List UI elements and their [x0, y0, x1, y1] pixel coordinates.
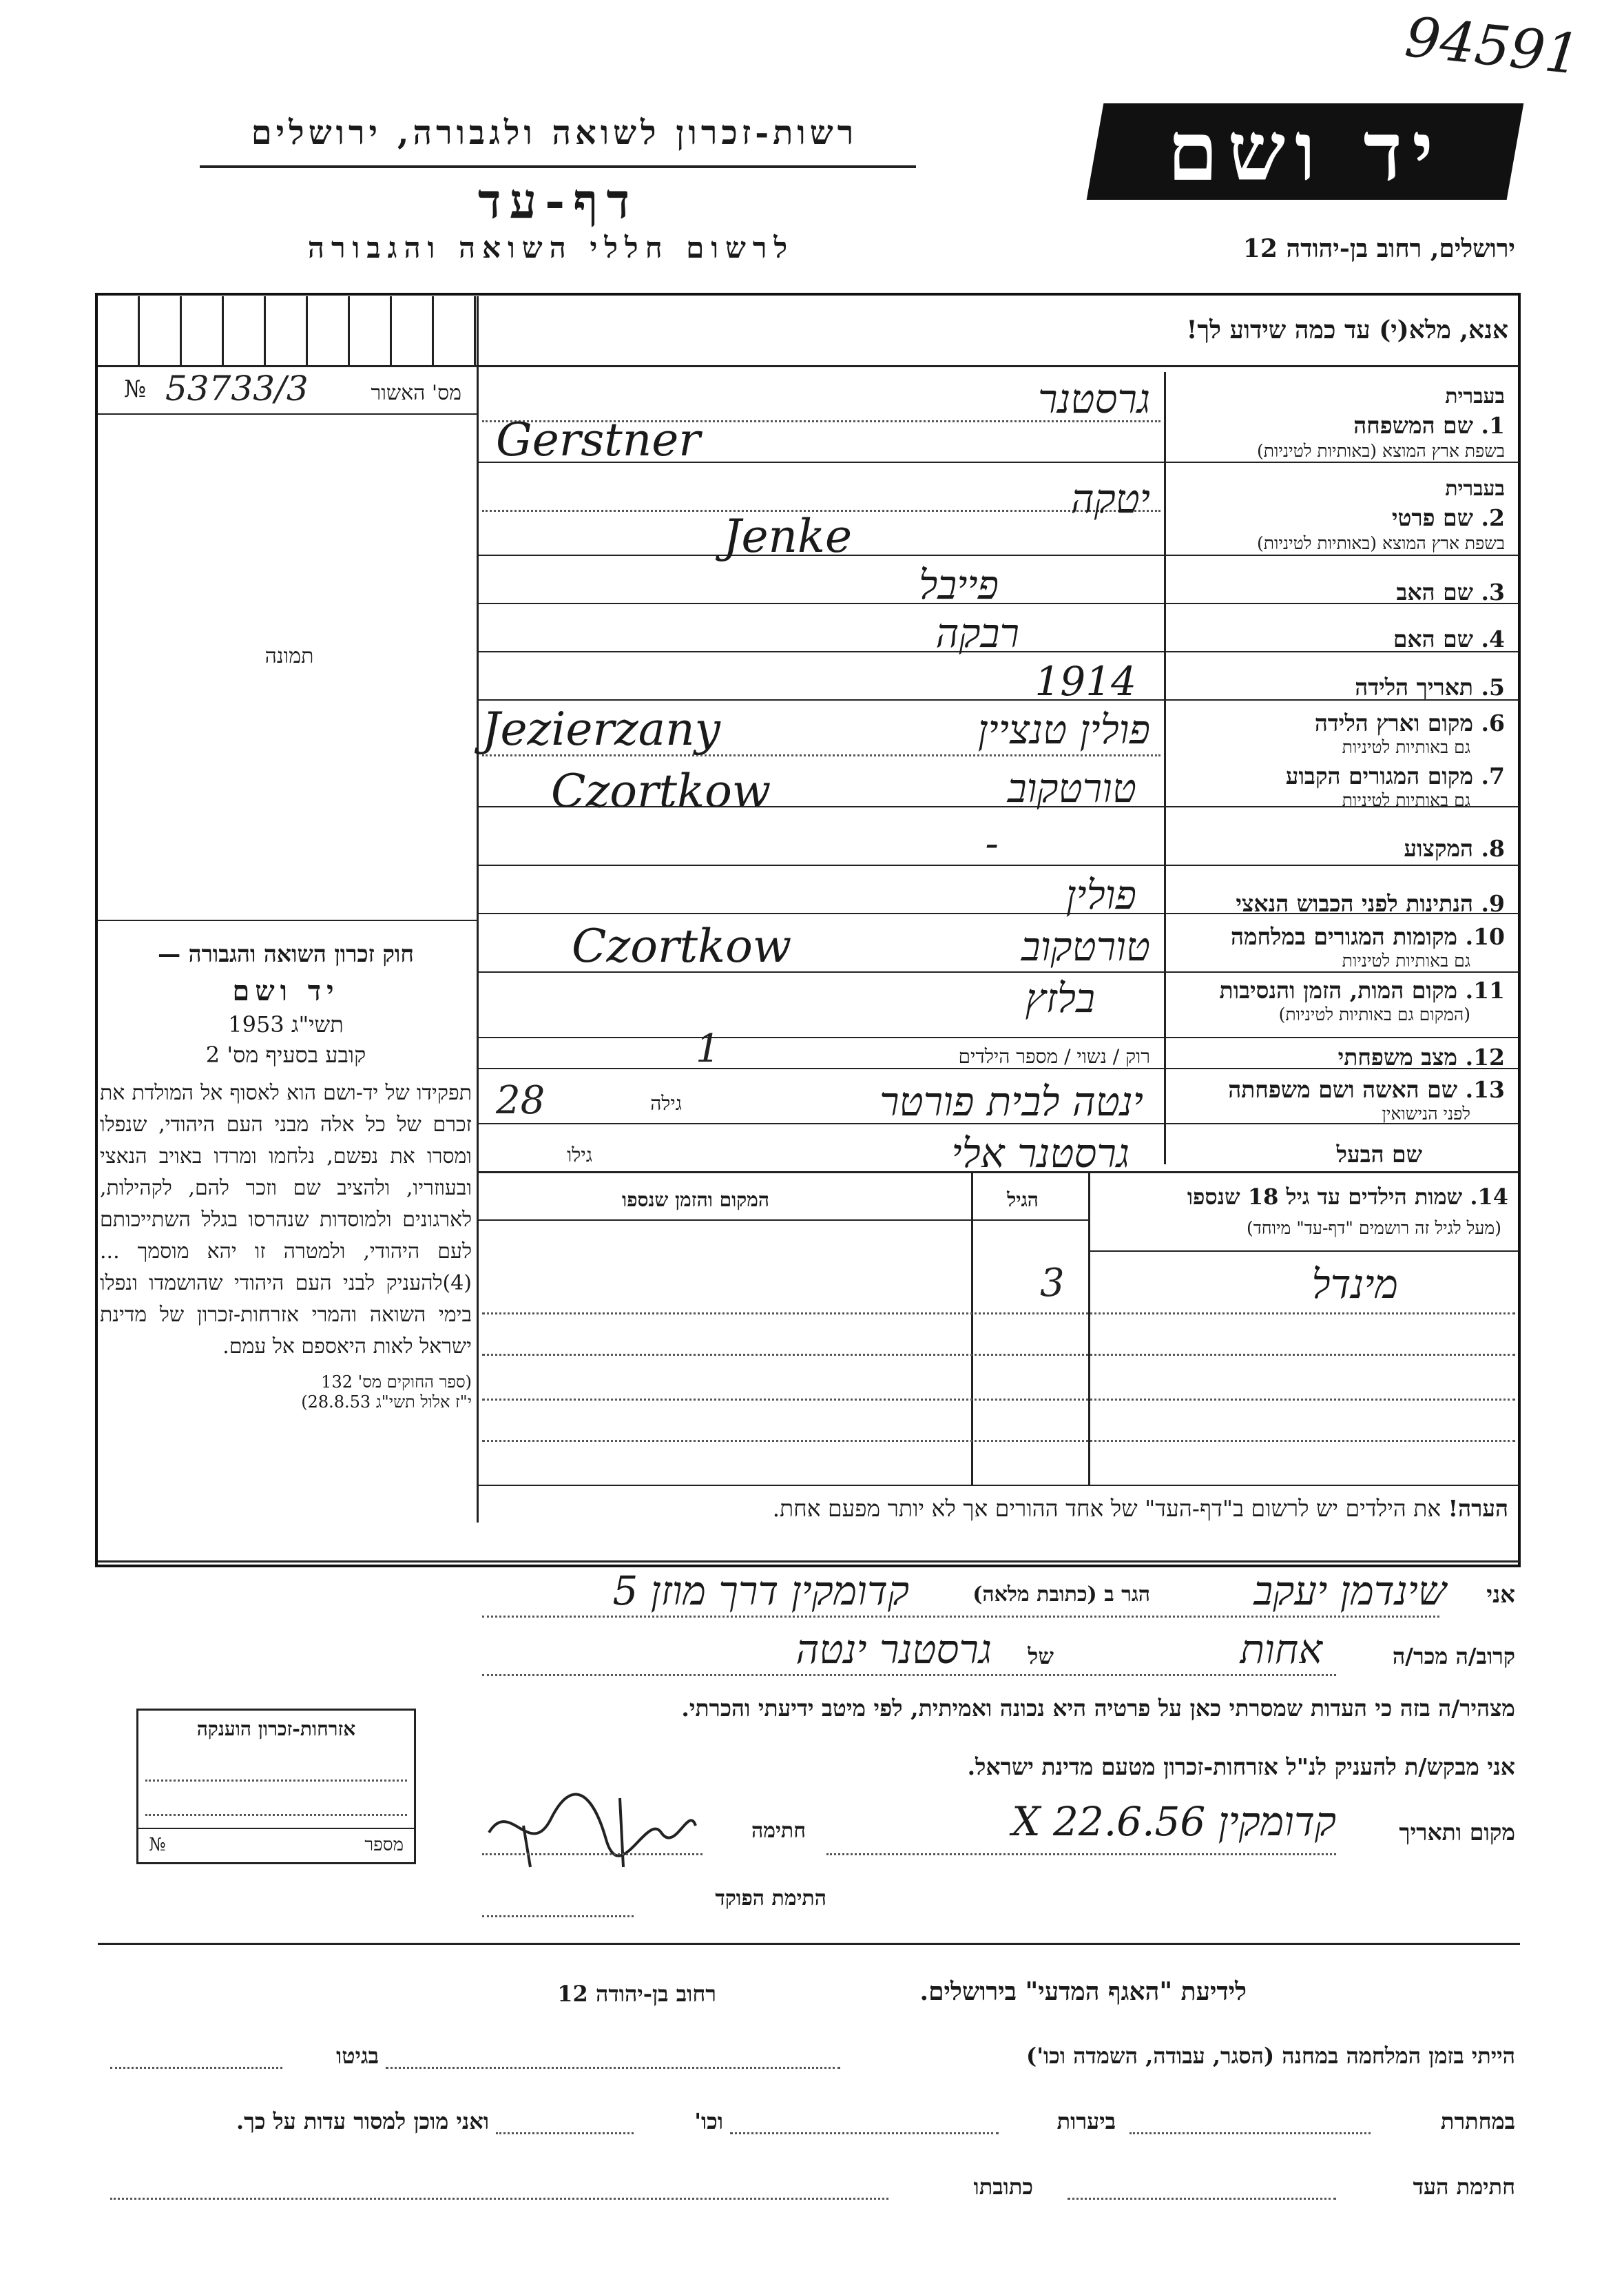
family-heb-tag: בעברית: [1445, 384, 1505, 409]
footer-witness-signature: חתימת העד: [1413, 2174, 1515, 2200]
law-year: תשי"ג 1953: [228, 1011, 344, 1038]
note-row: [496, 1495, 1508, 1523]
children-col-place: המקום והזמן שנספו: [622, 1188, 769, 1211]
death-place-label: 11. מקום המות, הזמן והנסיבות: [1219, 977, 1505, 1004]
witness-signature: [482, 1784, 702, 1874]
footer-underground: במחתרת: [1440, 2108, 1515, 2134]
birth-date[interactable]: 1914: [1034, 658, 1136, 705]
death-place-sub: (המקום גם באותיות לטיניות): [1278, 1004, 1470, 1024]
wartime-residence-sub: גם באותיות לטיניות: [1342, 951, 1470, 971]
instruction: אנא, מלא(י) עד כמה שידוע לך!: [1186, 316, 1508, 344]
father-label: 3. שם האב: [1396, 579, 1505, 606]
husband-label: שם הבעל: [1336, 1141, 1422, 1168]
witness-address[interactable]: קדומקין דרך מוזן 5: [612, 1567, 909, 1614]
form-subtitle: לרשום חללי השואה והגבורה: [307, 231, 795, 265]
death-place-value[interactable]: בלזץ: [1025, 975, 1095, 1022]
residence-latin[interactable]: Czortkow: [551, 765, 771, 818]
spouse-sub: לפני הנישואין: [1382, 1104, 1470, 1124]
law-ref-date: י"ז אלול תשי"ג 28.8.53): [301, 1392, 472, 1412]
footer-line1: הייתי בזמן המלחמה במחנה (הסגר, עבודה, השמדה וכו'): [1026, 2043, 1515, 2069]
first-name-hebrew[interactable]: יטקה: [1070, 475, 1150, 522]
law-clause: קובע בסעיף מס' 2: [205, 1042, 366, 1068]
approval-label: מס' האשור: [371, 381, 461, 405]
children-sub: (מעל לגיל זה רושמים "דף-עד" מיוחד): [1247, 1218, 1501, 1238]
photo-label: תמונה: [264, 644, 314, 668]
approval-number[interactable]: 53733/3: [165, 369, 309, 409]
official-signature-label: התימת הפוקד: [715, 1886, 826, 1910]
witness-name[interactable]: שינדמן יעקב: [1253, 1567, 1446, 1614]
wartime-residence-label: 10. מקומות המגורים במלחמה: [1230, 923, 1505, 950]
residence-hebrew[interactable]: טורטקוב: [1007, 765, 1136, 812]
place-date-label: מקום ותאריך: [1399, 1819, 1515, 1846]
relation-value[interactable]: אחות: [1240, 1626, 1322, 1673]
birth-place-latin[interactable]: Jezierzany: [482, 703, 720, 756]
yad-vashem-logo: [1087, 103, 1524, 200]
footer-title: לידיעת "האגף המדעי" בירושלים.: [919, 1977, 1247, 2006]
relation-label: קרוב/ה מכר/ה: [1392, 1643, 1515, 1669]
footer-forests: ביערות: [1056, 2108, 1116, 2134]
family-name-sub: בשפת ארץ המוצא (באותיות לטיניות): [1257, 441, 1505, 461]
family-name-hebrew[interactable]: גרסטנר: [1037, 375, 1150, 422]
child-name[interactable]: מינדל: [1311, 1261, 1398, 1308]
profession-label: 8. המקצוע: [1404, 835, 1505, 862]
wartime-residence-hebrew[interactable]: טורטקוב: [1021, 923, 1150, 970]
law-ref: (ספר החוקים מס' 132: [321, 1372, 472, 1392]
declaration-statement: מצהיר/ה בזה כי העדות שמסרתי כאן על פרטיה היא נכונה ואמיתית, לפי מיטב ידיעתי והכרתי.: [681, 1695, 1515, 1722]
child-age[interactable]: 3: [1040, 1261, 1065, 1306]
first-name-sub: בשפת ארץ המוצא (באותיות לטיניות): [1257, 533, 1505, 553]
citizenship-label: 9. הנתינות לפני הכבוש הנאצי: [1236, 890, 1505, 917]
law-title: חוק זכרון השואה והגבורה —: [158, 940, 414, 967]
tick-grid: [98, 296, 477, 367]
father-name[interactable]: פייבל: [919, 561, 999, 608]
law-text: תפקידו של יד-ושם הוא לאסוף אל המולדת את זכרם של כל אלה מבני העם היהודי, שנפלו ומסרו את נפשם, נלחמו ומרדו באויב הנאצי ובעוזריו, ולהציב שם וזכר להם, לקהילות, לארגונים ולמוסדות שנהרסו בגלל השתייכותם לעם היהודי, ולמטרה זו יהא מוסמך ...(4)להעניק לבני העם היהודי שהושמדו ונפלו בימי השואה והמרי אזרחות-זכרון של מדינת ישראל לאות היאספם אל עמם.: [100, 1081, 472, 1359]
footer-ready: ואני מוכן למסור עדות על כך.: [236, 2108, 489, 2134]
marital-label: 12. מצב משפחתי: [1337, 1044, 1505, 1071]
marital-options: רוק / נשוי / מספר הילדים: [958, 1045, 1150, 1068]
citizenship-stamp-box: [136, 1709, 416, 1864]
residence-sub: גם באותיות לטיניות: [1342, 790, 1470, 810]
note-label: הערה!: [1448, 1495, 1508, 1522]
stamp-no-sign: №: [149, 1835, 166, 1855]
stamp-title: אזרחות-זכרון הוענקה: [196, 1718, 356, 1740]
of-name[interactable]: גרסטנר ינטה: [795, 1626, 992, 1673]
spouse-name[interactable]: ינטה לבית פורטר: [879, 1078, 1143, 1125]
residence-label: 7. מקום המגורים הקבוע: [1285, 763, 1505, 790]
birth-place-label: 6. מקום וארץ הלידה: [1314, 710, 1505, 736]
children-count[interactable]: 1: [696, 1027, 720, 1071]
label-column: [1167, 372, 1512, 1168]
law-block: [100, 940, 472, 1412]
first-name-label: 2. שם פרטי: [1391, 504, 1505, 531]
footer-ghetto: בגיטו: [336, 2043, 379, 2069]
archive-number: 94591: [1402, 4, 1583, 87]
citizenship-value[interactable]: פולין: [1065, 871, 1136, 918]
place-date[interactable]: קדומקין 22.6.56 X: [1012, 1798, 1336, 1845]
of-label: של: [1028, 1643, 1054, 1669]
stamp-number-label: מספר: [364, 1835, 404, 1855]
mother-label: 4. שם האם: [1393, 626, 1505, 652]
footer-etc: וכו': [694, 2108, 723, 2134]
numero-sign: №: [124, 375, 147, 403]
footer-address: רחוב בן-יהודה 12: [557, 1981, 716, 2007]
birth-date-label: 5. תאריך הלידה: [1355, 674, 1505, 701]
first-name-latin[interactable]: Jenke: [723, 510, 853, 563]
spouse-label: 13. שם האשה ושם משפחתה: [1228, 1076, 1505, 1103]
address-label: הגר ב (כתובת מלאה): [972, 1582, 1150, 1607]
signature-scribble-icon: [482, 1784, 702, 1874]
family-name-label: 1. שם המשפחה: [1353, 412, 1505, 439]
declaration-request: אני מבקש/ת להעניק לנ"ל אזרחות-זכרון מטעם מדינת ישראל.: [967, 1753, 1515, 1780]
form-title: דף-עד: [477, 172, 638, 229]
signature-label: חתימה: [751, 1819, 806, 1843]
logo-text: יד ושם: [1167, 103, 1444, 199]
husband-name[interactable]: גרסטנר אלי: [951, 1130, 1129, 1177]
mother-name[interactable]: רבקה: [935, 610, 1019, 657]
profession-value[interactable]: -: [985, 820, 999, 867]
spouse-age[interactable]: 28: [496, 1078, 545, 1123]
authority-title: רשות-זכרון לשואה ולגבורה, ירושלים: [251, 114, 858, 152]
spouse-age-label: גילה: [650, 1092, 682, 1115]
children-col-age: הגיל: [1007, 1188, 1039, 1211]
children-label: 14. שמות הילדים עד גיל 18 שנספו: [1187, 1184, 1508, 1210]
footer-witness-address: כתובתו: [973, 2174, 1033, 2200]
i-label: אני: [1486, 1581, 1515, 1609]
law-logo: יד ושם: [232, 975, 340, 1007]
first-heb-tag: בעברית: [1445, 477, 1505, 501]
birth-place-hebrew[interactable]: פולין טנציין: [977, 706, 1150, 753]
birth-place-sub: גם באותיות לטיניות: [1342, 737, 1470, 757]
wartime-residence-latin[interactable]: Czortkow: [572, 920, 792, 973]
husband-age-label: גילו: [567, 1144, 592, 1166]
family-name-latin[interactable]: Gerstner: [496, 413, 700, 466]
note-text: את הילדים יש לרשום ב"דף-העד" של אחד ההורים אך לא יותר מפעם אחת.: [772, 1495, 1441, 1522]
header-address: ירושלים, רחוב בן-יהודה 12: [1242, 234, 1515, 263]
